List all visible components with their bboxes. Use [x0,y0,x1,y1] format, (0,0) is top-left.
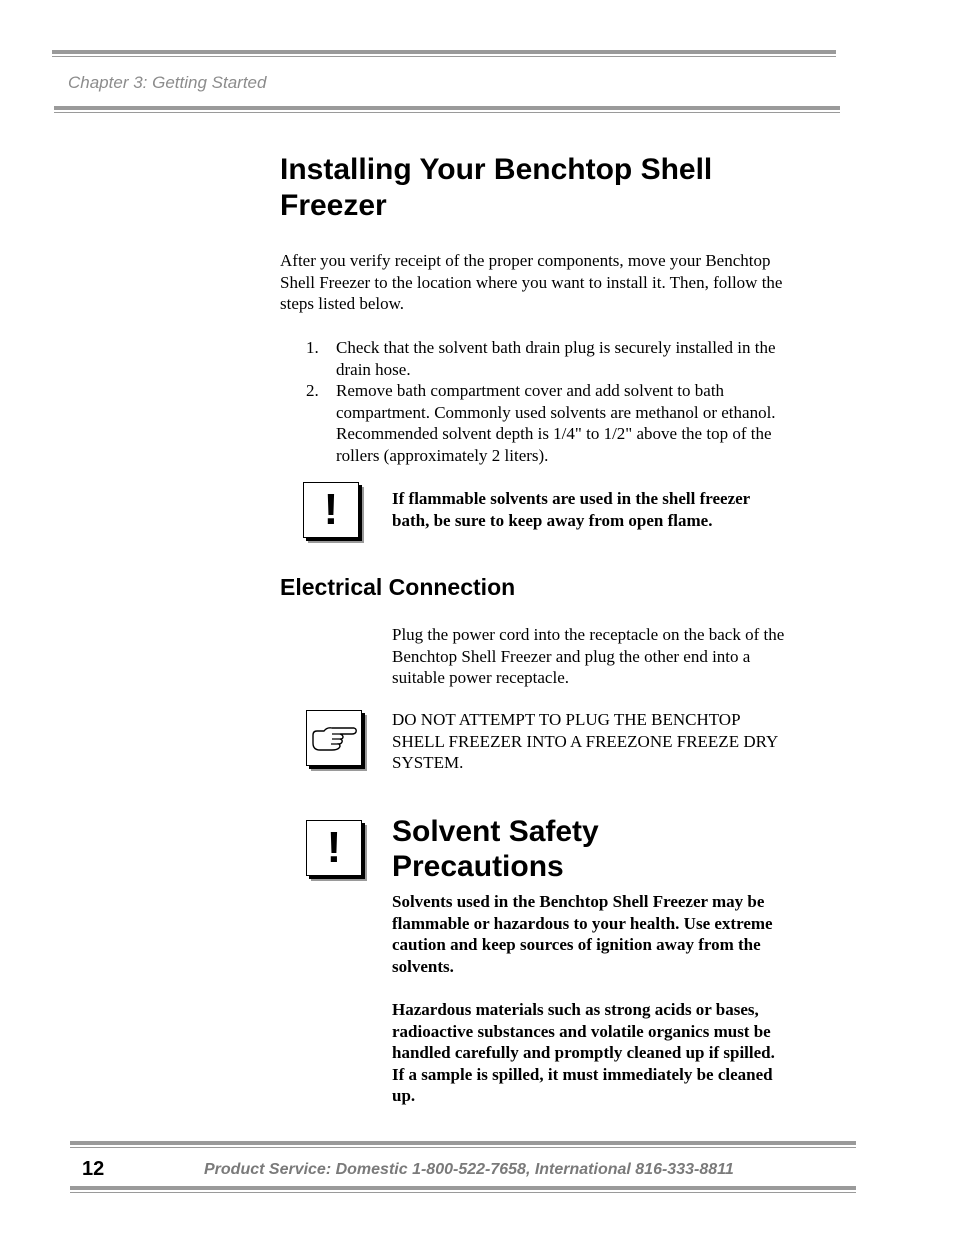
product-service-line: Product Service: Domestic 1-800-522-7658, International 816-333-8811 [204,1161,734,1178]
warning-icon [303,482,359,538]
step-text: Check that the solvent bath drain plug is securely installed in the drain hose. [336,338,776,379]
electrical-heading: Electrical Connection [280,574,516,600]
pointing-hand-icon [306,710,362,766]
pointing-hand-glyph [310,723,358,753]
warning-icon [306,820,362,876]
step-text: Remove bath compartment cover and add solvent to bath compartment. Commonly used solvents are methanol or ethanol. Recommended solvent depth is 1/4" to 1/2" above the top of the rollers (approximately 2 liters). [336,381,776,465]
chapter-header: Chapter 3: Getting Started [68,73,267,92]
footer-top-rule [70,1141,856,1148]
header-top-rule [52,50,836,57]
list-item [306,337,786,380]
page-title: Installing Your Benchtop Shell Freezer [280,153,713,222]
header-bottom-rule [54,106,840,113]
intro-paragraph: After you verify receipt of the proper components, move your Benchtop Shell Freezer to the location where you want to install it. Then, follow the steps listed below. [280,251,783,313]
solvent-paragraph-1: Solvents used in the Benchtop Shell Freezer may be flammable or hazardous to your health. Use extreme caution and keep sources of ignition away from the solvents. [392,892,773,976]
electrical-paragraph: Plug the power cord into the receptacle on the back of the Benchtop Shell Freezer and plug the other end into a suitable power receptacle. [392,625,785,687]
exclamation-glyph: ! [323,485,339,534]
footer-bottom-rule [70,1186,856,1193]
flammable-warning: If flammable solvents are used in the shell freezer bath, be sure to keep away from open flame. [392,489,750,530]
install-steps [306,337,786,466]
exclamation-glyph: ! [326,823,342,872]
step-number: 1. [306,338,319,357]
solvent-paragraph-2: Hazardous materials such as strong acids or bases, radioactive substances and volatile organics must be handled carefully and promptly cleaned up if spilled. If a sample is spilled, it must immediately be cleaned up. [392,1000,775,1105]
step-number: 2. [306,381,319,400]
solvent-heading: Solvent Safety Precautions [392,815,599,883]
list-item [306,380,786,466]
freezone-note: DO NOT ATTEMPT TO PLUG THE BENCHTOP SHELL FREEZER INTO A FREEZONE FREEZE DRY SYSTEM. [392,710,778,772]
page-number: 12 [82,1158,105,1180]
